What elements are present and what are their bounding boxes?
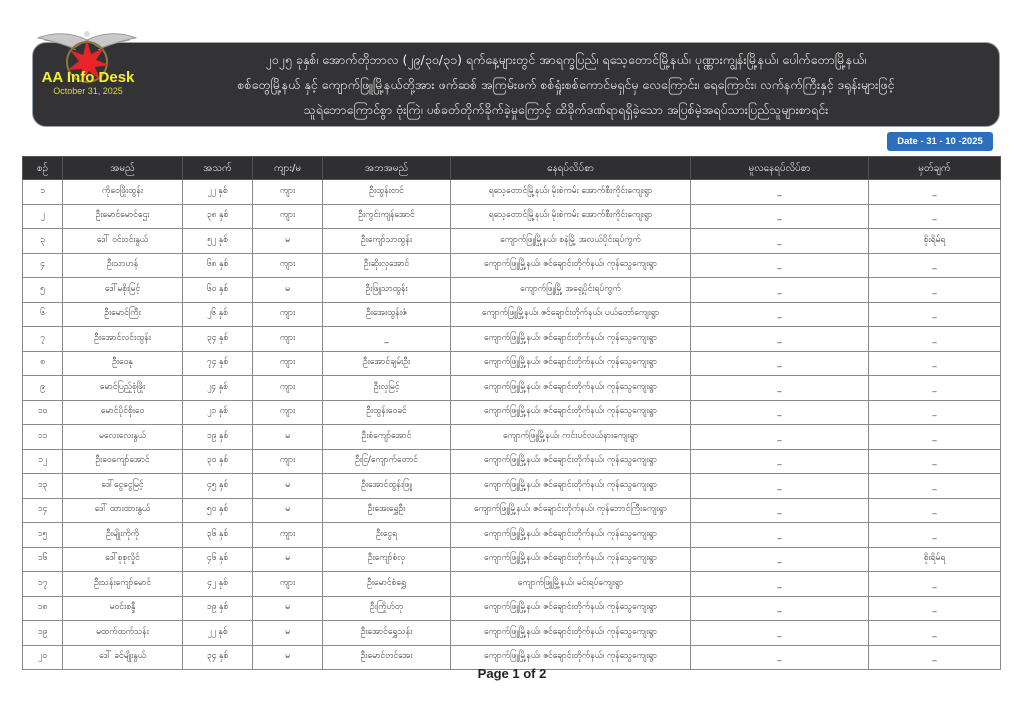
cell-name: ဦးမောင်ကြီး <box>63 302 183 327</box>
cell-original-address: _ <box>691 278 869 303</box>
cell-name: ဒေါ် ဝင်းဝင်းနွယ် <box>63 229 183 254</box>
table-row <box>23 351 1001 376</box>
cell-gender: ကျား <box>253 327 323 352</box>
banner-title <box>153 47 979 122</box>
casualty-table <box>22 156 1001 670</box>
col-header-serial: စဉ် <box>23 157 63 180</box>
cell-remarks: _ <box>869 621 1001 646</box>
table-row <box>23 253 1001 278</box>
col-header-gender: ကျား/မ <box>253 157 323 180</box>
cell-address: ကျောက်ဖြူမြို့နယ်၊ ဇင်ချောင်းတိုက်နယ်၊ ကုန်သွေကျေးရွာ <box>451 376 691 401</box>
cell-gender: မ <box>253 474 323 499</box>
cell-age: ၃၄ နှစ် <box>183 327 253 352</box>
cell-gender: ကျား <box>253 180 323 205</box>
brand-date: October 31, 2025 <box>53 86 123 96</box>
cell-original-address: _ <box>691 229 869 254</box>
cell-gender: ကျား <box>253 400 323 425</box>
cell-name: ဒေါ်ငွေငွေမြင့် <box>63 474 183 499</box>
cell-gender: ကျား <box>253 253 323 278</box>
cell-address: ကျောက်ဖြူမြို့နယ်၊ ဇင်ချောင်းတိုက်နယ်၊ ကုန်သွေကျေးရွာ <box>451 645 691 670</box>
cell-gender: ကျား <box>253 523 323 548</box>
cell-age: ၆၀ နှစ် <box>183 278 253 303</box>
cell-age: ၃၄ နှစ် <box>183 645 253 670</box>
cell-gender: မ <box>253 425 323 450</box>
table-row <box>23 572 1001 597</box>
cell-remarks: _ <box>869 449 1001 474</box>
cell-remarks: _ <box>869 376 1001 401</box>
cell-age: ၂၂ နှစ် <box>183 621 253 646</box>
cell-gender: ကျား <box>253 204 323 229</box>
cell-age: ၇၄ နှစ် <box>183 351 253 376</box>
cell-original-address: _ <box>691 474 869 499</box>
cell-original-address: _ <box>691 547 869 572</box>
cell-gender: မ <box>253 498 323 523</box>
table-row <box>23 400 1001 425</box>
cell-original-address: _ <box>691 351 869 376</box>
col-header-age: အသက် <box>183 157 253 180</box>
cell-remarks: စိုးရိမ်ရ <box>869 547 1001 572</box>
cell-address: ကျောက်ဖြူမြို့နယ်၊ ဇင်ချောင်းတိုက်နယ်၊ ကုန်သွေကျေးရွာ <box>451 449 691 474</box>
cell-age: ၄၆ နှစ် <box>183 547 253 572</box>
cell-original-address: _ <box>691 572 869 597</box>
cell-serial: ၆ <box>23 302 63 327</box>
table-row <box>23 204 1001 229</box>
cell-age: ၂၆ နှစ် <box>183 302 253 327</box>
cell-original-address: _ <box>691 645 869 670</box>
cell-name: ဒေါ်စုစုလှိုင် <box>63 547 183 572</box>
cell-gender: ကျား <box>253 351 323 376</box>
cell-serial: ၄ <box>23 253 63 278</box>
cell-name: ကိုဝေဖြိုးထွန်း <box>63 180 183 205</box>
col-header-remarks: မှတ်ချက် <box>869 157 1001 180</box>
table-row <box>23 621 1001 646</box>
cell-original-address: _ <box>691 327 869 352</box>
cell-address: ကျောက်ဖြူမြို့နယ်၊ ဇင်ချောင်းတိုက်နယ်၊ ပယ်တော်ကျေးရွာ <box>451 302 691 327</box>
cell-father-name: ဦးအေးရွှေဦး <box>323 498 451 523</box>
cell-name: ဦးဝေနု <box>63 351 183 376</box>
cell-age: ၅၀ နှစ် <box>183 498 253 523</box>
table-header-row <box>23 157 1001 180</box>
page-number: Page 1 of 2 <box>477 666 547 681</box>
cell-age: ၁၉ နှစ် <box>183 596 253 621</box>
cell-name: ဦးအောင်လင်းထွန်း <box>63 327 183 352</box>
cell-remarks: _ <box>869 523 1001 548</box>
cell-gender: မ <box>253 547 323 572</box>
cell-original-address: _ <box>691 425 869 450</box>
cell-name: မဝင်းစန္ဒီ <box>63 596 183 621</box>
cell-father-name: ဦးငွေရ <box>323 523 451 548</box>
cell-serial: ၂၀ <box>23 645 63 670</box>
cell-gender: မ <box>253 621 323 646</box>
cell-father-name: ဦးကျော်စံလှ <box>323 547 451 572</box>
cell-gender: ကျား <box>253 572 323 597</box>
cell-serial: ၁၃ <box>23 474 63 499</box>
brand-name: AA Info Desk <box>41 69 135 86</box>
cell-name: မောင်ပြည့်စုံဖြိုး <box>63 376 183 401</box>
cell-address: ကျောက်ဖြူမြို့နယ်၊ ဇင်ချောင်းတိုက်နယ်၊ ကုန်သွေကျေးရွာ <box>451 253 691 278</box>
cell-father-name: ဦးလှမြင့် <box>323 376 451 401</box>
cell-original-address: _ <box>691 498 869 523</box>
cell-remarks: _ <box>869 180 1001 205</box>
cell-original-address: _ <box>691 523 869 548</box>
cell-father-name: ဦးကွင်းကျန်အောင် <box>323 204 451 229</box>
cell-remarks: စိုးရိမ်ရ <box>869 229 1001 254</box>
cell-name: ဦးမျိုးကိုကို <box>63 523 183 548</box>
cell-father-name: ဦးအောင်ရွှေသန်း <box>323 621 451 646</box>
cell-remarks: _ <box>869 351 1001 376</box>
cell-serial: ၁၉ <box>23 621 63 646</box>
cell-address: ရသေ့တောင်မြို့နယ်၊ မိုးစဲကမ်း အောက်စီးကိုင်းကျေးရွာ <box>451 180 691 205</box>
cell-remarks: _ <box>869 327 1001 352</box>
cell-original-address: _ <box>691 449 869 474</box>
cell-father-name: ဦးထွန်းဝေခင် <box>323 400 451 425</box>
col-header-original-address: မူလနေရပ်လိပ်စာ <box>691 157 869 180</box>
cell-remarks: _ <box>869 253 1001 278</box>
cell-gender: ကျား <box>253 449 323 474</box>
cell-address: ကျောက်ဖြူမြို့နယ်၊ ဇင်ချောင်းတိုက်နယ်၊ ကုန်သွေကျေးရွာ <box>451 596 691 621</box>
cell-name: ဒေါ် ထားထားနွယ် <box>63 498 183 523</box>
cell-serial: ၇ <box>23 327 63 352</box>
cell-name: မထက်ထက်သန်း <box>63 621 183 646</box>
table-row <box>23 523 1001 548</box>
cell-remarks: _ <box>869 596 1001 621</box>
cell-address: ကျောက်ဖြူမြို့ အရှေ့ပိုင်းရပ်ကွက် <box>451 278 691 303</box>
cell-original-address: _ <box>691 376 869 401</box>
cell-age: ၂၂ နှစ် <box>183 180 253 205</box>
cell-gender: မ <box>253 229 323 254</box>
cell-father-name: ဦးကြိုဟ်တု <box>323 596 451 621</box>
cell-father-name: ဦးမောင်တင်အေး <box>323 645 451 670</box>
table-row <box>23 376 1001 401</box>
cell-age: ၁၉ နှစ် <box>183 425 253 450</box>
cell-age: ၃၀ နှစ် <box>183 449 253 474</box>
cell-name: ဦးမောင်မောင်ဌေး <box>63 204 183 229</box>
cell-father-name: ဦးထွန်းတင် <box>323 180 451 205</box>
cell-remarks: _ <box>869 572 1001 597</box>
cell-age: ၂၄ နှစ် <box>183 376 253 401</box>
cell-original-address: _ <box>691 596 869 621</box>
cell-serial: ၁၀ <box>23 400 63 425</box>
title-banner <box>32 42 1000 127</box>
table-row <box>23 229 1001 254</box>
cell-remarks: _ <box>869 302 1001 327</box>
date-badge: Date - 31 - 10 -2025 <box>887 132 993 151</box>
table-row <box>23 596 1001 621</box>
cell-address: ကျောက်ဖြူမြို့နယ်၊ ဇင်ချောင်းတိုက်နယ်၊ ကုန်သွေကျေးရွာ <box>451 351 691 376</box>
cell-address: ကျောက်ဖြူမြို့နယ်၊ ဇင်ချောင်းတိုက်နယ်၊ ကုန်သွေကျေးရွာ <box>451 547 691 572</box>
cell-address: ကျောက်ဖြူမြို့နယ်၊ စနဲမြို့ အလယ်ပိုင်းရပ်ကွက် <box>451 229 691 254</box>
cell-serial: ၁၈ <box>23 596 63 621</box>
cell-serial: ၃ <box>23 229 63 254</box>
table-row <box>23 498 1001 523</box>
cell-age: ၃၆ နှစ် <box>183 523 253 548</box>
cell-address: ကျောက်ဖြူမြို့နယ်၊ ဇင်ချောင်းတိုက်နယ်၊ ကုန်သွေကျေးရွာ <box>451 327 691 352</box>
cell-serial: ၅ <box>23 278 63 303</box>
cell-age: ၃၈ နှစ် <box>183 204 253 229</box>
col-header-address: နေရပ်လိပ်စာ <box>451 157 691 180</box>
cell-name: မောင်ပိုင်စိုးဝေ <box>63 400 183 425</box>
cell-name: ဒေါ် ခင်မျိုးနွယ် <box>63 645 183 670</box>
cell-serial: ၁၅ <box>23 523 63 548</box>
cell-age: ၄၂ နှစ် <box>183 572 253 597</box>
cell-serial: ၉ <box>23 376 63 401</box>
cell-address: ရသေ့တောင်မြို့နယ်၊ မိုးစဲကမ်း အောက်စီးကိုင်းကျေးရွာ <box>451 204 691 229</box>
col-header-father-name: အဘအမည် <box>323 157 451 180</box>
cell-original-address: _ <box>691 400 869 425</box>
cell-serial: ၁၁ <box>23 425 63 450</box>
cell-serial: ၂ <box>23 204 63 229</box>
cell-name: ဒေါ်မစိုးမြင့် <box>63 278 183 303</box>
cell-remarks: _ <box>869 498 1001 523</box>
cell-remarks: _ <box>869 400 1001 425</box>
table-row <box>23 425 1001 450</box>
cell-name: ဦးသာဟန် <box>63 253 183 278</box>
cell-original-address: _ <box>691 253 869 278</box>
cell-original-address: _ <box>691 302 869 327</box>
cell-remarks: _ <box>869 474 1001 499</box>
cell-father-name: ဦးအောင်ထွန်းဖြူ <box>323 474 451 499</box>
table-row <box>23 547 1001 572</box>
cell-age: ၄၅ နှစ် <box>183 474 253 499</box>
cell-remarks: _ <box>869 204 1001 229</box>
banner-line-1: ၂၀၂၅ ခုနှစ်၊ အောက်တိုဘာလ (၂၉/၃၀/၃၁) ရက်နေ့များတွင် အာရက္ခပြည်၊ ရသေ့တောင်မြို့နယ်၊ ပုဏ္ဏားကျွန်းမြို့နယ်၊ ပေါက်တောမြို့နယ်၊ <box>265 52 867 67</box>
cell-father-name: ဦးငြ/ကျောက်တောင် <box>323 449 451 474</box>
cell-serial: ၁၇ <box>23 572 63 597</box>
table-row <box>23 327 1001 352</box>
table-row <box>23 278 1001 303</box>
cell-gender: မ <box>253 596 323 621</box>
cell-gender: ကျား <box>253 376 323 401</box>
cell-original-address: _ <box>691 621 869 646</box>
cell-address: ကျောက်ဖြူမြို့နယ်၊ ကင်းပင်လယ်နားကျေးရွာ <box>451 425 691 450</box>
cell-age: ၂၁ နှစ် <box>183 400 253 425</box>
cell-age: ၆၈ နှစ် <box>183 253 253 278</box>
cell-original-address: _ <box>691 180 869 205</box>
table-body <box>23 180 1001 670</box>
cell-father-name: ဦးအောင်ချမ်းဦး <box>323 351 451 376</box>
cell-serial: ၁ <box>23 180 63 205</box>
cell-gender: မ <box>253 645 323 670</box>
cell-father-name: ဦးဖြူသာထွန်း <box>323 278 451 303</box>
cell-father-name: ဦးကျော်သာထွန်း <box>323 229 451 254</box>
cell-father-name: ဦးစံကျော်အောင် <box>323 425 451 450</box>
cell-name: ဦးဝေကျော်အောင် <box>63 449 183 474</box>
cell-address: ကျောက်ဖြူမြို့နယ်၊ မင်းရပ်ကျေးရွာ <box>451 572 691 597</box>
banner-line-3: သူရဲဘောကြောင်စွာ ဗုံးကြဲ၊ ပစ်ခတ်တိုက်ခိုက်ခဲ့မှုကြောင့် ထိခိုက်ဒဏ်ရာရရှိခဲ့သော အပြစ်မဲ့အရပ်သားပြည်သူများစာရင်း <box>303 102 829 117</box>
cell-remarks: _ <box>869 425 1001 450</box>
cell-father-name: ဦးမောင်စံရွှေ <box>323 572 451 597</box>
cell-gender: မ <box>253 278 323 303</box>
table-row <box>23 180 1001 205</box>
cell-name: မလေးလေးနွယ် <box>63 425 183 450</box>
cell-address: ကျောက်ဖြူမြို့နယ်၊ ဇင်ချောင်းတိုက်နယ်၊ ကုန်သွေကျေးရွာ <box>451 400 691 425</box>
table-row <box>23 474 1001 499</box>
cell-father-name: _ <box>323 327 451 352</box>
cell-serial: ၈ <box>23 351 63 376</box>
cell-father-name: ဦးဆိုးလှအောင် <box>323 253 451 278</box>
cell-address: ကျောက်ဖြူမြို့နယ်၊ ဇင်ချောင်းတိုက်နယ်၊ ကုန်သွေကျေးရွာ <box>451 474 691 499</box>
cell-remarks: _ <box>869 278 1001 303</box>
cell-serial: ၁၆ <box>23 547 63 572</box>
table-row <box>23 302 1001 327</box>
cell-remarks: _ <box>869 645 1001 670</box>
cell-address: ကျောက်ဖြူမြို့နယ်၊ ဇင်ချောင်းတိုက်နယ်၊ ကုန်သွေကျေးရွာ <box>451 621 691 646</box>
col-header-name: အမည် <box>63 157 183 180</box>
cell-age: ၅၂ နှစ် <box>183 229 253 254</box>
cell-name: ဦးသန်းကျော်မောင် <box>63 572 183 597</box>
cell-father-name: ဦးအေးထွန်းဇံ <box>323 302 451 327</box>
cell-address: ကျောက်ဖြူမြို့နယ်၊ ဇင်ချောင်းတိုက်နယ်၊ ကုန်သွေကျေးရွာ <box>451 523 691 548</box>
cell-serial: ၁၄ <box>23 498 63 523</box>
table-row <box>23 449 1001 474</box>
cell-gender: ကျား <box>253 302 323 327</box>
banner-line-2: စစ်တွေမြို့နယ် နှင့် ကျောက်ဖြူမြို့နယ်တို့အား ဖက်ဆစ် အကြမ်းဖက် စစ်ရှုံးစစ်ကောင်မရှင်မှ လေကြောင်း၊ ရေကြောင်း၊ လက်နက်ကြီးနှင့် ဒရုန်းများဖြင့် <box>237 77 895 92</box>
cell-address: ကျောက်ဖြူမြို့နယ်၊ ဇင်ချောင်းတိုက်နယ်၊ ကုန်ဘောင်ကြီးကျေးရွာ <box>451 498 691 523</box>
cell-serial: ၁၂ <box>23 449 63 474</box>
cell-original-address: _ <box>691 204 869 229</box>
